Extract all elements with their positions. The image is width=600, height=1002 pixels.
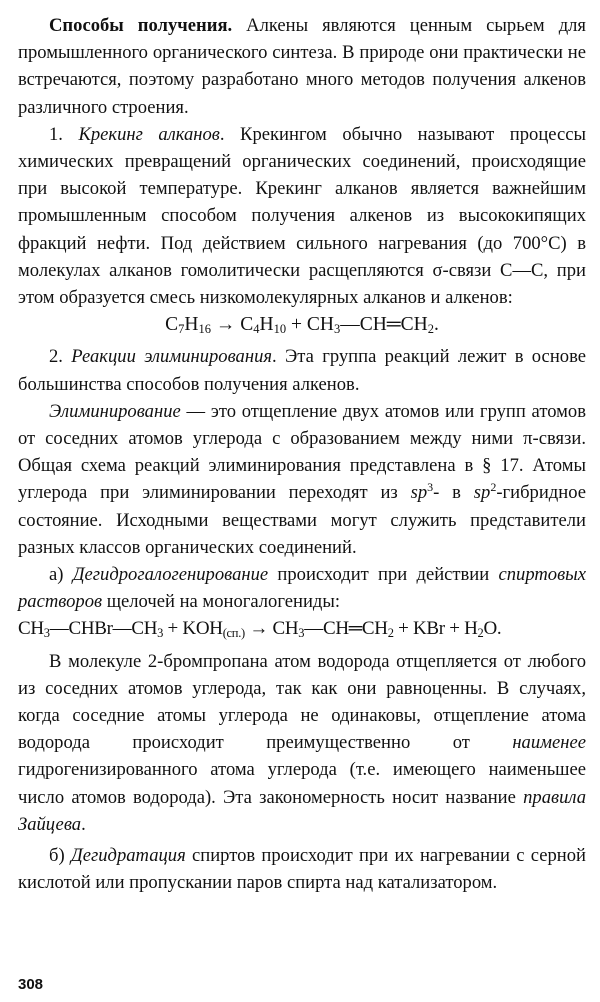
section-heading: Способы получения. (49, 15, 233, 36)
cracking-number: 1. (49, 123, 79, 145)
dehydration-paragraph: б) Дегидратация спиртов происходит при их нагревании с серной кислотой или пропускании паров спирта над катализатором. (18, 845, 586, 894)
elimination-definition: Элиминирование — это отщепление двух атомов или групп атомов от соседних атомов углерода с образованием между ними π-связи. Общая схема реакций элиминирования представлена в § 17. Атомы углерода при элиминировании переходят из $sp^3-$ в $sp^2$-гибридное состояние. Исходными веществами могут служить представители разных классов органических соединений. (18, 400, 586, 558)
elimination-term: Элиминирование (49, 400, 181, 422)
page-number: 308 (18, 976, 44, 993)
intro-paragraph (18, 12, 586, 121)
cracking-text: . Крекингом обычно называют процессы химических превращений органических соединений, происходящие при высокой температуре. Крекинг алканов является важнейшим промышленным способом получения алкенов из высококипящих фракций нефти. Под действием сильного нагревания (до 700°С) в молекулах алканов гомолитически расщепляются σ-связи С—С, при этом образуется смесь низкомолекулярных алканов и алкенов: (18, 123, 587, 309)
dehydrohalogenation-formula: $CH_3—CHBr—CH_3 + KOH_{(сп.)}$ → $CH_3—CH═CH_2$ + KBr + $H_2O$. (18, 618, 502, 641)
dehydration-title: Дегидратация (70, 845, 186, 867)
elimination-paragraph (18, 343, 586, 397)
elimination-title: Реакции элиминирования (71, 346, 273, 368)
cracking-paragraph (18, 121, 586, 311)
cracking-title: Крекинг алканов (78, 123, 220, 145)
dehydrohalogenation-paragraph: а) Дегидрогалогенирование происходит при действии спиртовых растворов щелочей на моногалогениды: (18, 564, 587, 613)
intro-text: Алкены являются ценным сырьем для промышленного органического синтеза. В природе они практически не встречаются, поэтому разработано много методов получения алкенов различного строения. (18, 15, 586, 118)
elimination-text: . Эта группа реакций лежит в основе большинства способов получения алкенов. (18, 346, 586, 395)
cracking-formula: $C_7H_{16} \to C_4H_{10}$ + $CH_3—CH═CH_2$. (165, 314, 439, 337)
zaitsev-paragraph: В молекуле 2-бромпропана атом водорода отщепляется от любого из соседних атомов углерода, так как они равноценны. В случаях, когда соседние атомы углерода не одинаковы, отщепление атома водорода происходит преимущественно от наименее гидрогенизированного атома углерода (т.е. имеющего наименьшее число атомов водорода). Эта закономерность носит название правила Зайцева. (18, 650, 586, 835)
zaitsev-rule: правила Зайцева (18, 786, 586, 835)
body-text (18, 12, 586, 897)
dehydrohalogenation-title: Дегидрогалогенирование (72, 564, 269, 586)
elimination-number: 2. (49, 346, 72, 368)
